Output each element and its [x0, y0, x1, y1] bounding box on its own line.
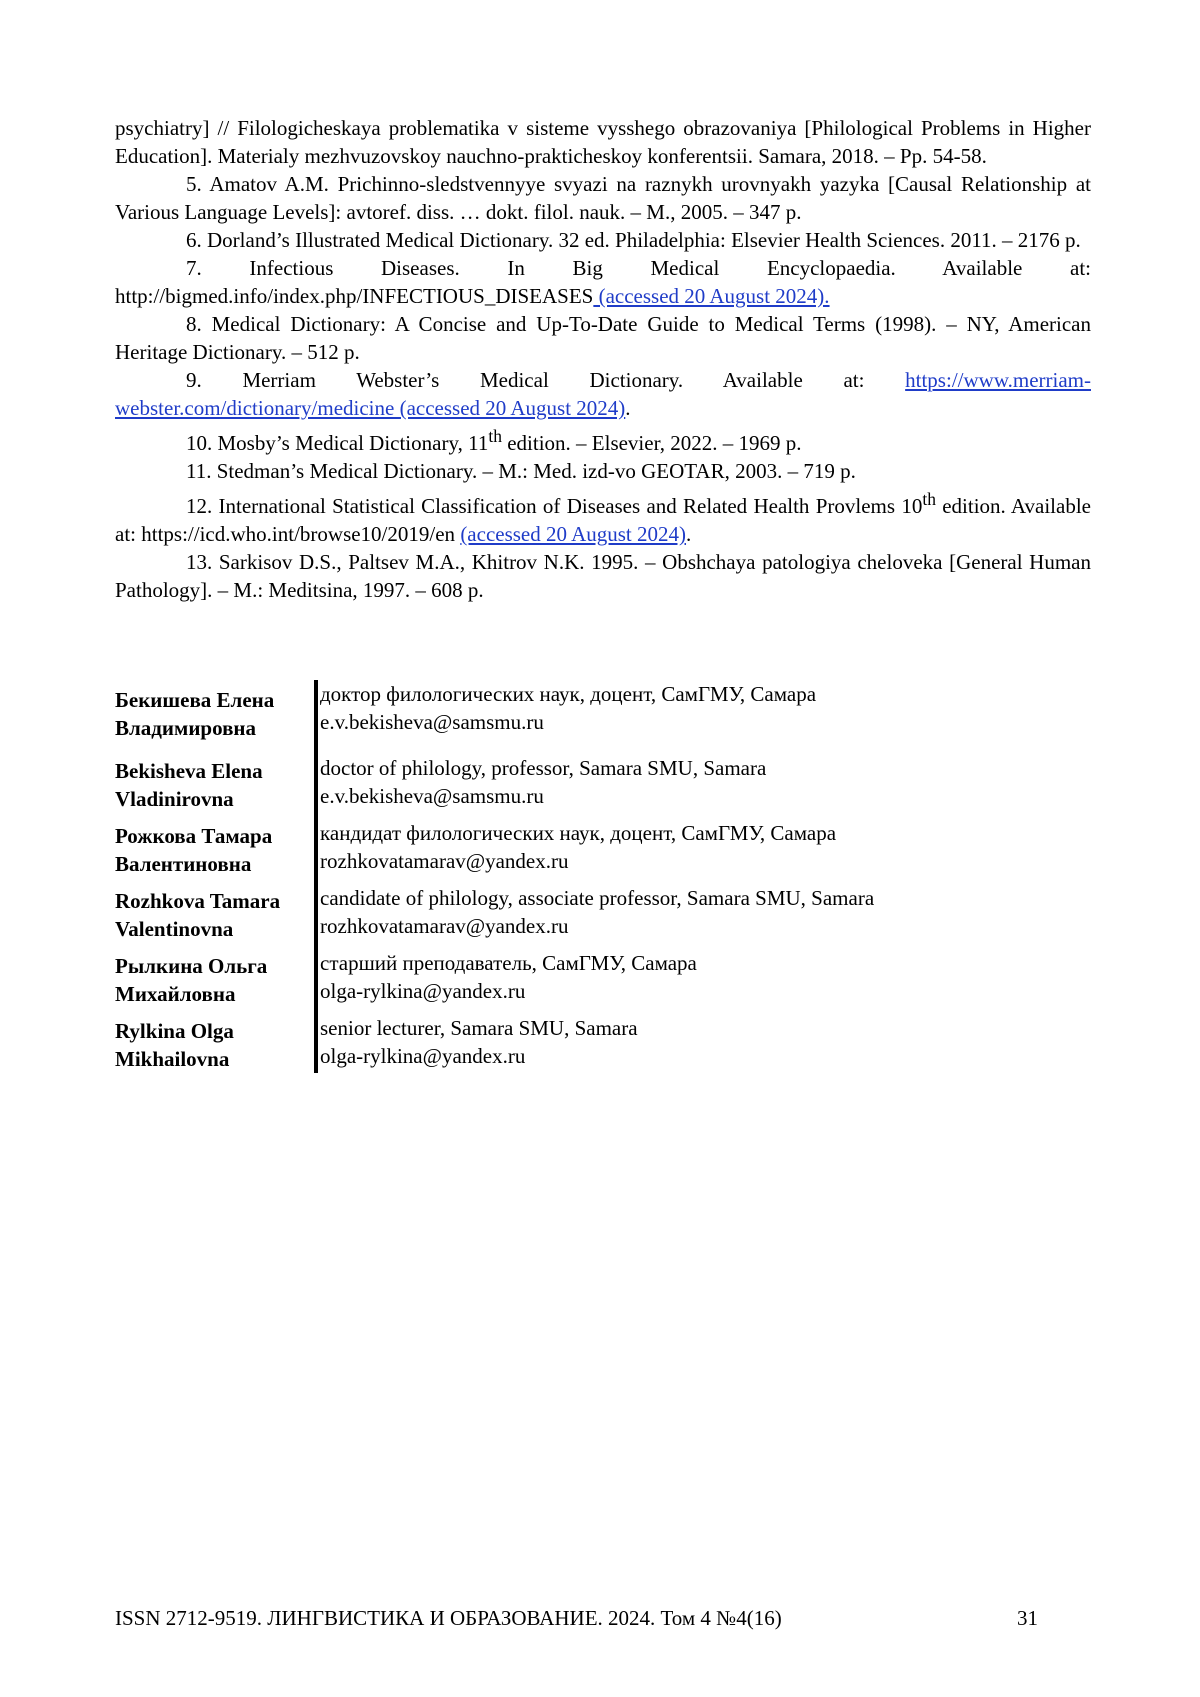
author-name — [115, 949, 316, 1008]
author-row — [115, 949, 1115, 1008]
author-email: rozhkovatamarav@yandex.ru — [320, 849, 569, 873]
author-name — [115, 884, 316, 943]
reference-12 — [115, 485, 1091, 548]
author-name-line1: Рожкова Тамара — [115, 824, 273, 848]
author-name-line1: Рылкина Ольга — [115, 954, 268, 978]
author-position: доктор филологических наук, доцент, СамГМУ, Самара — [320, 682, 817, 706]
author-name-line2: Valentinovna — [115, 917, 234, 941]
author-position: старший преподаватель, СамГМУ, Самара — [320, 951, 697, 975]
author-row — [115, 680, 1115, 742]
author-name-line1: Бекишева Елена — [115, 688, 275, 712]
reference-12-link[interactable]: (accessed 20 August 2024) — [460, 522, 687, 546]
reference-7-line: 7. Infectious Diseases. In Big Medical Encyclopaedia. Available at: — [186, 256, 1091, 280]
author-email: olga-rylkina@yandex.ru — [320, 1044, 526, 1068]
author-name — [115, 680, 316, 742]
author-email: e.v.bekisheva@samsmu.ru — [320, 710, 544, 734]
author-name-line2: Mikhailovna — [115, 1047, 230, 1071]
author-name-line2: Валентиновна — [115, 852, 252, 876]
author-email: olga-rylkina@yandex.ru — [320, 979, 526, 1003]
reference-9-text: 9. Merriam Webster’s Medical Dictionary. Available at: — [186, 368, 906, 392]
reference-8: 8. Medical Dictionary: A Concise and Up-To-Date Guide to Medical Terms (1998). – NY, American Heritage Dictionary. – 512 p. — [115, 312, 1091, 364]
reference-12-end: . — [686, 522, 692, 546]
author-name-line1: Rozhkova Tamara — [115, 889, 281, 913]
author-name — [115, 754, 316, 813]
journal-footer: ISSN 2712-9519. ЛИНГВИСТИКА И ОБРАЗОВАНИЕ. 2024. Том 4 №4(16) — [115, 1606, 782, 1630]
reference-12-rest: edition. Available at: https://icd.who.int/browse10/2019/en — [115, 494, 1091, 546]
author-info — [316, 884, 1115, 943]
author-email: e.v.bekisheva@samsmu.ru — [320, 784, 544, 808]
author-row — [115, 819, 1115, 878]
author-name-line1: Bekisheva Elena — [115, 759, 263, 783]
author-row — [115, 754, 1115, 813]
author-name — [115, 1014, 316, 1073]
reference-10 — [115, 422, 1091, 457]
author-email: rozhkovatamarav@yandex.ru — [320, 914, 569, 938]
author-position: candidate of philology, associate professor, Samara SMU, Samara — [320, 886, 875, 910]
reference-10-text: 10. Mosby’s Medical Dictionary, 11 — [186, 431, 489, 455]
reference-9-end: . — [625, 396, 631, 420]
reference-9-link[interactable]: https://www.merriam-webster.com/dictionary/medicine (accessed 20 August 2024) — [115, 368, 1091, 420]
author-info-table — [115, 680, 1115, 1073]
author-name-line2: Владимировна — [115, 716, 257, 740]
reference-10-sup: th — [488, 426, 502, 446]
author-position: senior lecturer, Samara SMU, Samara — [320, 1016, 638, 1040]
author-name — [115, 819, 316, 878]
author-row — [115, 884, 1115, 943]
reference-12-text: 12. International Statistical Classification of Diseases and Related Health Provlems 10 — [186, 494, 923, 518]
reference-10-rest: edition. – Elsevier, 2022. – 1969 p. — [501, 431, 802, 455]
reference-9 — [115, 366, 1091, 422]
reference-12-sup: th — [922, 489, 936, 509]
author-info — [316, 1014, 1115, 1073]
reference-7-link[interactable]: (accessed 20 August 2024). — [593, 284, 830, 308]
reference-6: 6. Dorland’s Illustrated Medical Dictionary. 32 ed. Philadelphia: Elsevier Health Sciences. 2011. – 2176 p. — [186, 228, 1081, 252]
author-info — [316, 680, 1115, 742]
author-name-line2: Михайловна — [115, 982, 236, 1006]
reference-list — [115, 114, 1091, 604]
author-position: кандидат филологических наук, доцент, СамГМУ, Самара — [320, 821, 837, 845]
author-name-line2: Vladinirovna — [115, 787, 234, 811]
author-position: doctor of philology, professor, Samara SMU, Samara — [320, 756, 767, 780]
author-info — [316, 754, 1115, 813]
reference-4-continuation: psychiatry] // Filologicheskaya problematika v sisteme vysshego obrazovaniya [Philological Problems in Higher Education]. Materialy mezhvuzovskoy nauchno-prakticheskoy konferentsii. Samara, 2018. – Pp. 54-58. — [115, 116, 1091, 168]
reference-7-url: http://bigmed.info/index.php/INFECTIOUS_DISEASES — [115, 284, 594, 308]
page-number: 31 — [1017, 1606, 1038, 1630]
author-info — [316, 949, 1115, 1008]
reference-11: 11. Stedman’s Medical Dictionary. – M.: Med. izd-vo GEOTAR, 2003. – 719 p. — [186, 459, 856, 483]
reference-5: 5. Amatov A.M. Prichinno-sledstvennyye svyazi na raznykh urovnyakh yazyka [Causal Relationship at Various Language Levels]: avtoref. diss. … dokt. filol. nauk. – M., 2005. – 347 p. — [115, 172, 1091, 224]
author-row — [115, 1014, 1115, 1073]
author-name-line1: Rylkina Olga — [115, 1019, 234, 1043]
reference-7-url-line — [115, 282, 1091, 310]
reference-13: 13. Sarkisov D.S., Paltsev M.A., Khitrov N.K. 1995. – Obshchaya patologiya cheloveka [General Human Pathology]. – M.: Meditsina, 1997. – 608 p. — [115, 550, 1091, 602]
author-info — [316, 819, 1115, 878]
